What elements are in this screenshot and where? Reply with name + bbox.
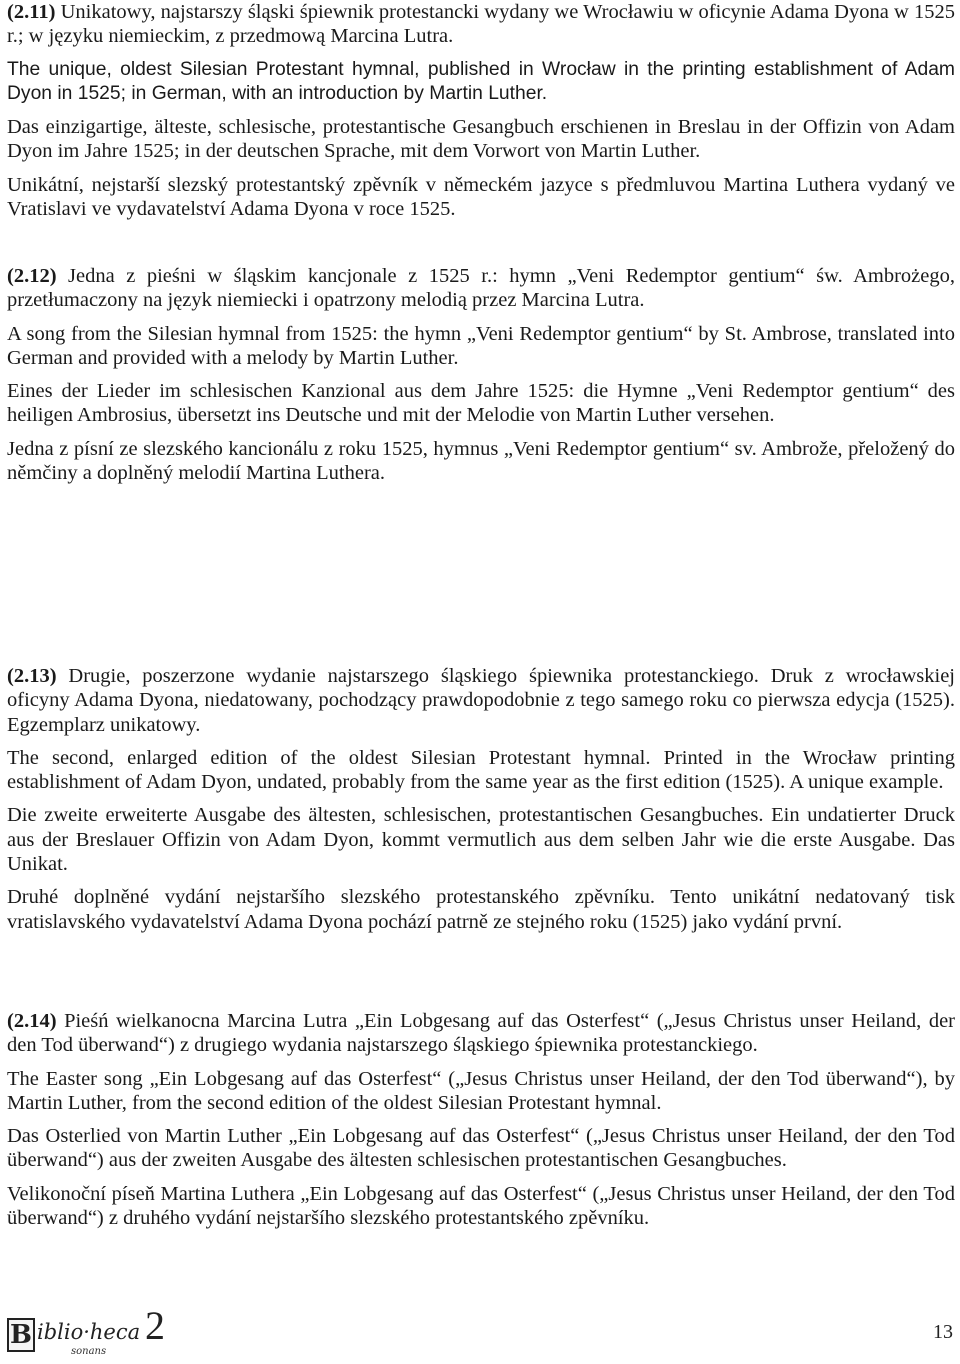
english-description: The second, enlarged edition of the oldest Silesian Protestant hymnal. Printed in the Wrocław printing establishment of Adam Dyon, undated, probably from the same year as the first edition (1525). A unique example. (7, 746, 955, 794)
polish-description: Drugie, poszerzone wydanie najstarszego śląskiego śpiewnika protestanckiego. Druk z wrocławskiej oficyny Adama Dyona, niedatowany, pochodzący prawdopodobnie z tego samego roku co pierwsza edycja (1525). Egzemplarz unikatowy. (7, 665, 955, 736)
entry-polish-text (7, 0, 955, 49)
entry-polish-text (7, 664, 955, 737)
german-description: Eines der Lieder im schlesischen Kanzional aus dem Jahre 1525: die Hymne „Veni Redemptor gentium“ des heiligen Ambrosius, übersetzt ins Deutsche und mit der Melodie von Martin Luther versehen. (7, 380, 955, 427)
german-description: Das Osterlied von Martin Luther „Ein Lobgesang auf das Osterfest“ („Jesus Christus unser Heiland, der den Tod überwand“) aus der zweiten Ausgabe des ältesten schlesischen protestantischen Gesangbuches. (7, 1125, 955, 1172)
entry-number: (2.12) (7, 265, 57, 287)
entry-number: (2.13) (7, 665, 57, 687)
page-footer (7, 1303, 955, 1357)
entry-polish-text (7, 1009, 955, 1058)
german-description: Die zweite erweiterte Ausgabe des ältesten, schlesischen, protestantischen Gesangbuches. Ein undatierter Druck aus der Breslauer Offizin von Adam Dyon, kommt vermutlich aus dem selben Jahr wie die erste Ausgabe. Das Unikat. (7, 804, 955, 876)
entry-number: (2.14) (7, 1010, 57, 1032)
english-description: A song from the Silesian hymnal from 1525: the hymn „Veni Redemptor gentium“ by St. Ambrose, translated into German and provided with a melody by Martin Luther. (7, 322, 955, 369)
logo-wordmark: iblio·heca (37, 1320, 141, 1344)
bibliotheca-sonans-logo (7, 1303, 177, 1357)
document-page (7, 0, 955, 1358)
entry-polish-text (7, 264, 955, 313)
english-description: The Easter song „Ein Lobgesang auf das Osterfest“ („Jesus Christus unser Heiland, der den Tod überwand“), by Martin Luther, from the second edition of the oldest Silesian Protestant hymnal. (7, 1067, 955, 1114)
polish-description: Pieśń wielkanocna Marcina Lutra „Ein Lobgesang auf das Osterfest“ („Jesus Christus unser Heiland, der den Tod überwand“) z drugiego wydania najstarszego śląskiego śpiewnika protestanckiego. (7, 1010, 955, 1057)
catalog-entry-2-13 (7, 664, 955, 943)
polish-description: Unikatowy, najstarszy śląski śpiewnik protestancki wydany we Wrocławiu w oficynie Adama Dyona w 1525 r.; w języku niemieckim, z przedmową Marcina Lutra. (7, 1, 955, 48)
czech-description: Druhé doplněné vydání nejstaršího slezského protestanského zpěvníku. Tento unikátní nedatovaný tisk vratislavského vydavatelství Adama Dyona pochází patrně ze stejného roku (1525) jako vydání první. (7, 886, 955, 933)
catalog-entry-2-11 (7, 0, 955, 230)
logo-subtitle: sonans (71, 1346, 107, 1357)
czech-description: Velikonoční píseň Martina Luthera „Ein Lobgesang auf das Osterfest“ („Jesus Christus unser Heiland, der den Tod überwand“) z druhého vydání nejstaršího slezského protestantského zpěvníku. (7, 1182, 955, 1230)
polish-description: Jedna z pieśni w śląskim kancjonale z 1525 r.: hymn „Veni Redemptor gentium“ św. Ambrożego, przetłumaczony na język niemiecki i opatrzony melodią przez Marcina Lutra. (7, 265, 955, 312)
entry-number: (2.11) (7, 1, 56, 23)
czech-description: Jedna z písní ze slezského kancionálu z roku 1525, hymnus „Veni Redemptor gentium“ sv. Ambrože, přeložený do němčiny a doplněný melodií Martina Luthera. (7, 437, 955, 485)
czech-description: Unikátní, nejstarší slezský protestantský zpěvník v německém jazyce s předmluvou Martina Luthera vydaný ve Vratislavi ve vydavatelství Adama Dyona v roce 1525. (7, 173, 955, 221)
logo-volume-number: 2 (145, 1303, 165, 1348)
logo-initial: B (7, 1318, 35, 1352)
catalog-entry-2-14 (7, 1009, 955, 1239)
page-number: 13 (933, 1321, 953, 1343)
english-description: The unique, oldest Silesian Protestant hymnal, published in Wrocław in the printing establishment of Adam Dyon in 1525; in German, with an introduction by Martin Luther. (7, 58, 955, 104)
german-description: Das einzigartige, älteste, schlesische, protestantische Gesangbuch erschienen in Breslau in der Offizin von Adam Dyon im Jahre 1525; in der deutschen Sprache, mit dem Vorwort von Martin Luther. (7, 116, 955, 163)
catalog-entry-2-12 (7, 264, 955, 494)
